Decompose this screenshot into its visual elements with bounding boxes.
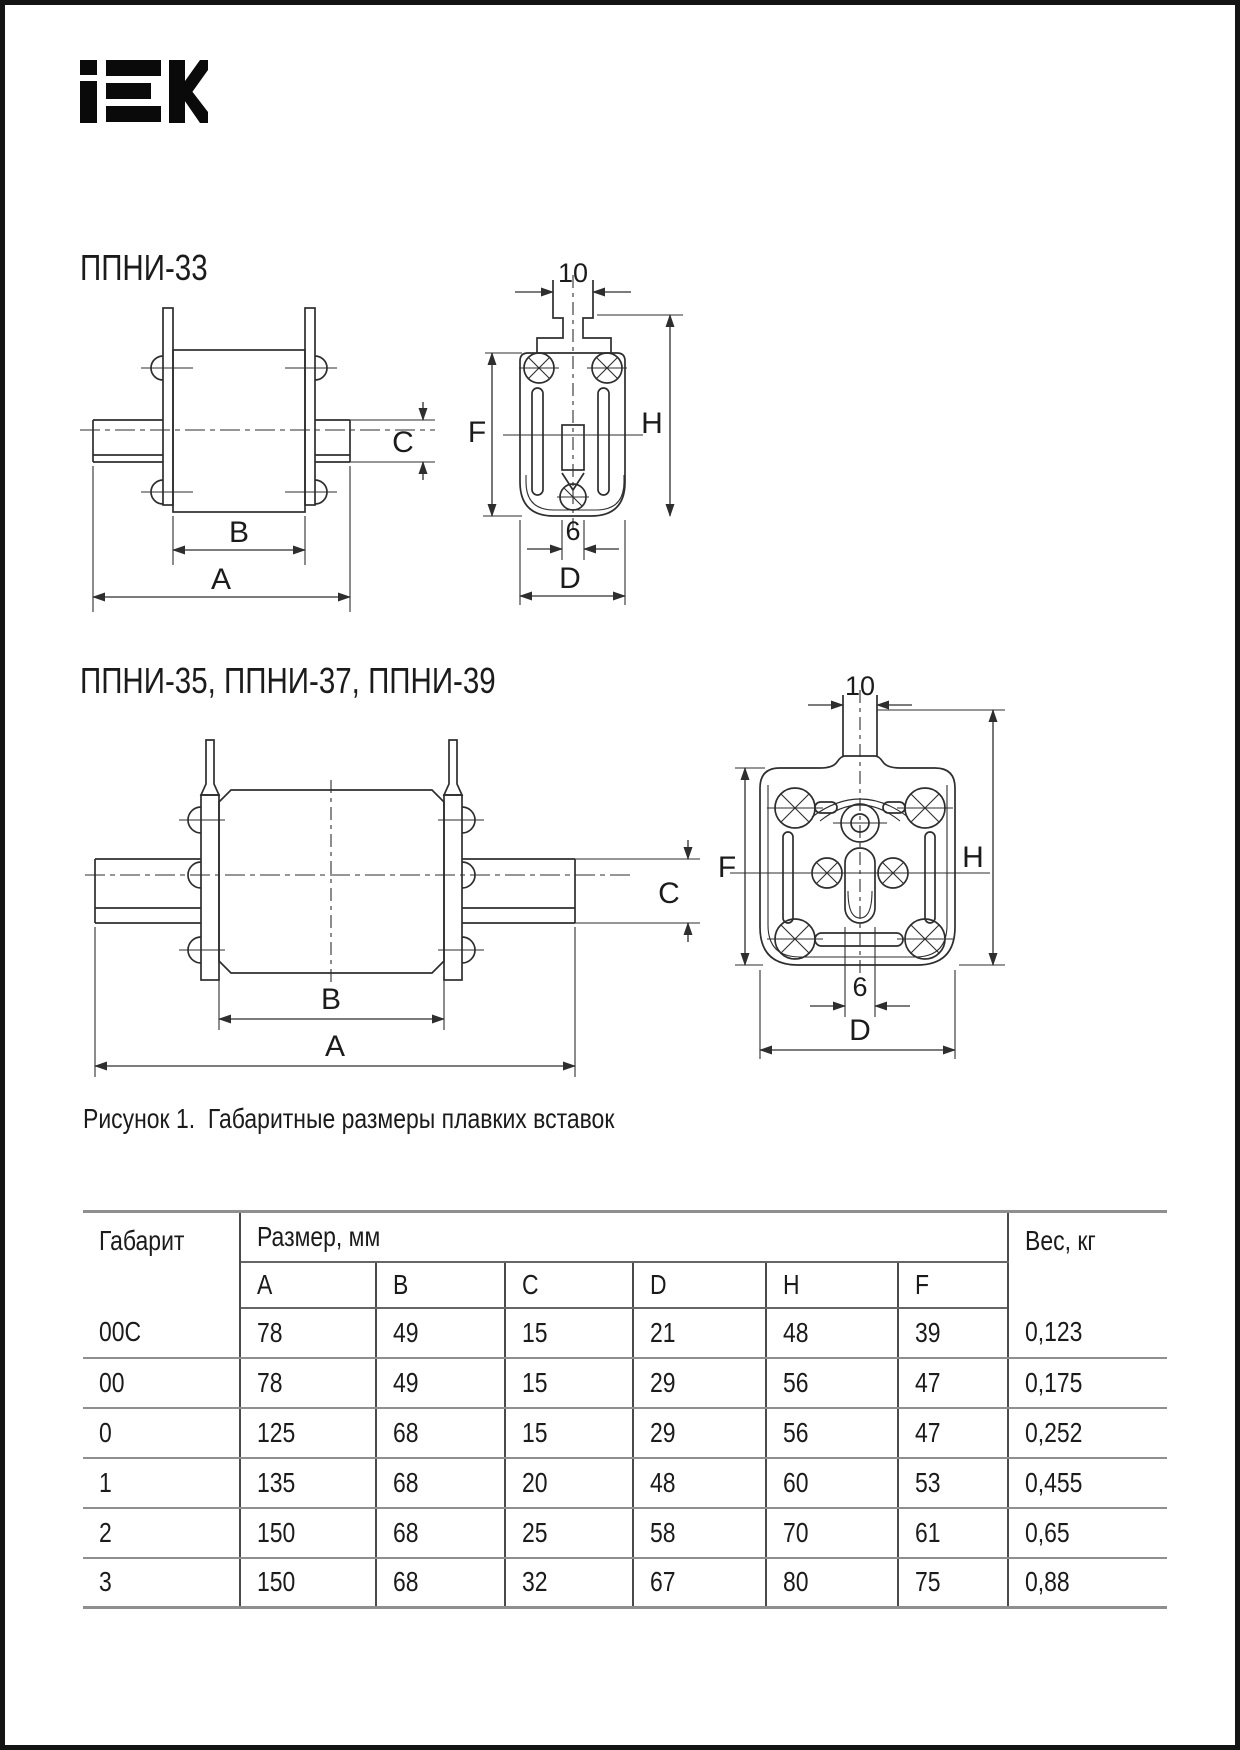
dim-label-c1: C	[392, 426, 414, 459]
ppni35-side-view	[85, 740, 700, 1077]
dim-label-c2: C	[658, 877, 680, 910]
section-title-ppni-33-text: ППНИ-33	[80, 247, 208, 288]
dim-label-6-2: 6	[852, 972, 868, 1002]
col-header-a: A	[240, 1262, 376, 1308]
col-group-header-size: Размер, мм	[240, 1212, 1008, 1262]
dim-label-f1: F	[467, 416, 487, 449]
cell-weight: 0,455	[1008, 1458, 1167, 1508]
table-row: 1 135 68 20 48 60 53 0,455	[83, 1458, 1167, 1508]
dim-label-b1: B	[228, 516, 250, 549]
ppni-33-drawing	[75, 220, 695, 620]
table-row: 00 78 49 15 29 56 47 0,175	[83, 1358, 1167, 1408]
iek-logo	[80, 60, 208, 123]
col-header-h: H	[766, 1262, 898, 1308]
ppni33-front-view	[468, 258, 683, 605]
cell-gabarit: 0	[83, 1408, 240, 1458]
cell-weight: 0,88	[1008, 1558, 1167, 1608]
table-row: 2 150 68 25 58 70 61 0,65	[83, 1508, 1167, 1558]
dim-label-h1: H	[641, 407, 663, 440]
figure-caption	[83, 1105, 731, 1133]
cell-weight: 0,252	[1008, 1408, 1167, 1458]
table-row: 3 150 68 32 67 80 75 0,88	[83, 1558, 1167, 1608]
size-subheader-row	[83, 1262, 1167, 1308]
table-row: 0 125 68 15 29 56 47 0,252	[83, 1408, 1167, 1458]
ppni35-front-view	[718, 671, 1005, 1059]
cell-gabarit: 3	[99, 1566, 112, 1598]
cell-weight: 0,175	[1008, 1358, 1167, 1408]
dim-label-10-2: 10	[844, 671, 876, 701]
figure-caption-text: Рисунок 1. Габаритные размеры плавких вставок	[83, 1103, 615, 1134]
dim-label-f2: F	[717, 851, 737, 884]
col-header-gabarit: Габарит	[83, 1212, 240, 1308]
dim-label-a2: A	[324, 1030, 346, 1063]
cell-gabarit: 00C	[83, 1308, 240, 1358]
col-header-weight: Вес, кг	[1008, 1212, 1167, 1308]
col-header-c: C	[505, 1262, 633, 1308]
ppni-35-37-39-drawing	[75, 635, 1055, 1085]
col-header-d: D	[633, 1262, 766, 1308]
section-title-ppni-35-37-39-text: ППНИ-35, ППНИ-37, ППНИ-39	[80, 660, 496, 701]
ppni33-side-view	[80, 308, 435, 612]
cell-gabarit: 2	[83, 1508, 240, 1558]
dim-label-10-1: 10	[557, 258, 589, 288]
cell-gabarit: 1	[83, 1458, 240, 1508]
table-row: 00C 78 49 15 21 48 39 0,123	[83, 1308, 1167, 1358]
cell-gabarit: 00	[83, 1358, 240, 1408]
dim-label-h2: H	[962, 841, 984, 874]
col-header-b: B	[376, 1262, 505, 1308]
dim-label-b2: B	[320, 983, 342, 1016]
cell-weight: 0,123	[1008, 1308, 1167, 1358]
dim-label-d1: D	[559, 562, 581, 595]
dim-label-d2: D	[849, 1014, 871, 1047]
col-header-f: F	[898, 1262, 1008, 1308]
dimensions-table	[83, 1210, 1167, 1609]
dim-label-a1: A	[210, 563, 232, 596]
dim-label-6-1: 6	[565, 516, 581, 546]
cell-weight: 0,65	[1008, 1508, 1167, 1558]
